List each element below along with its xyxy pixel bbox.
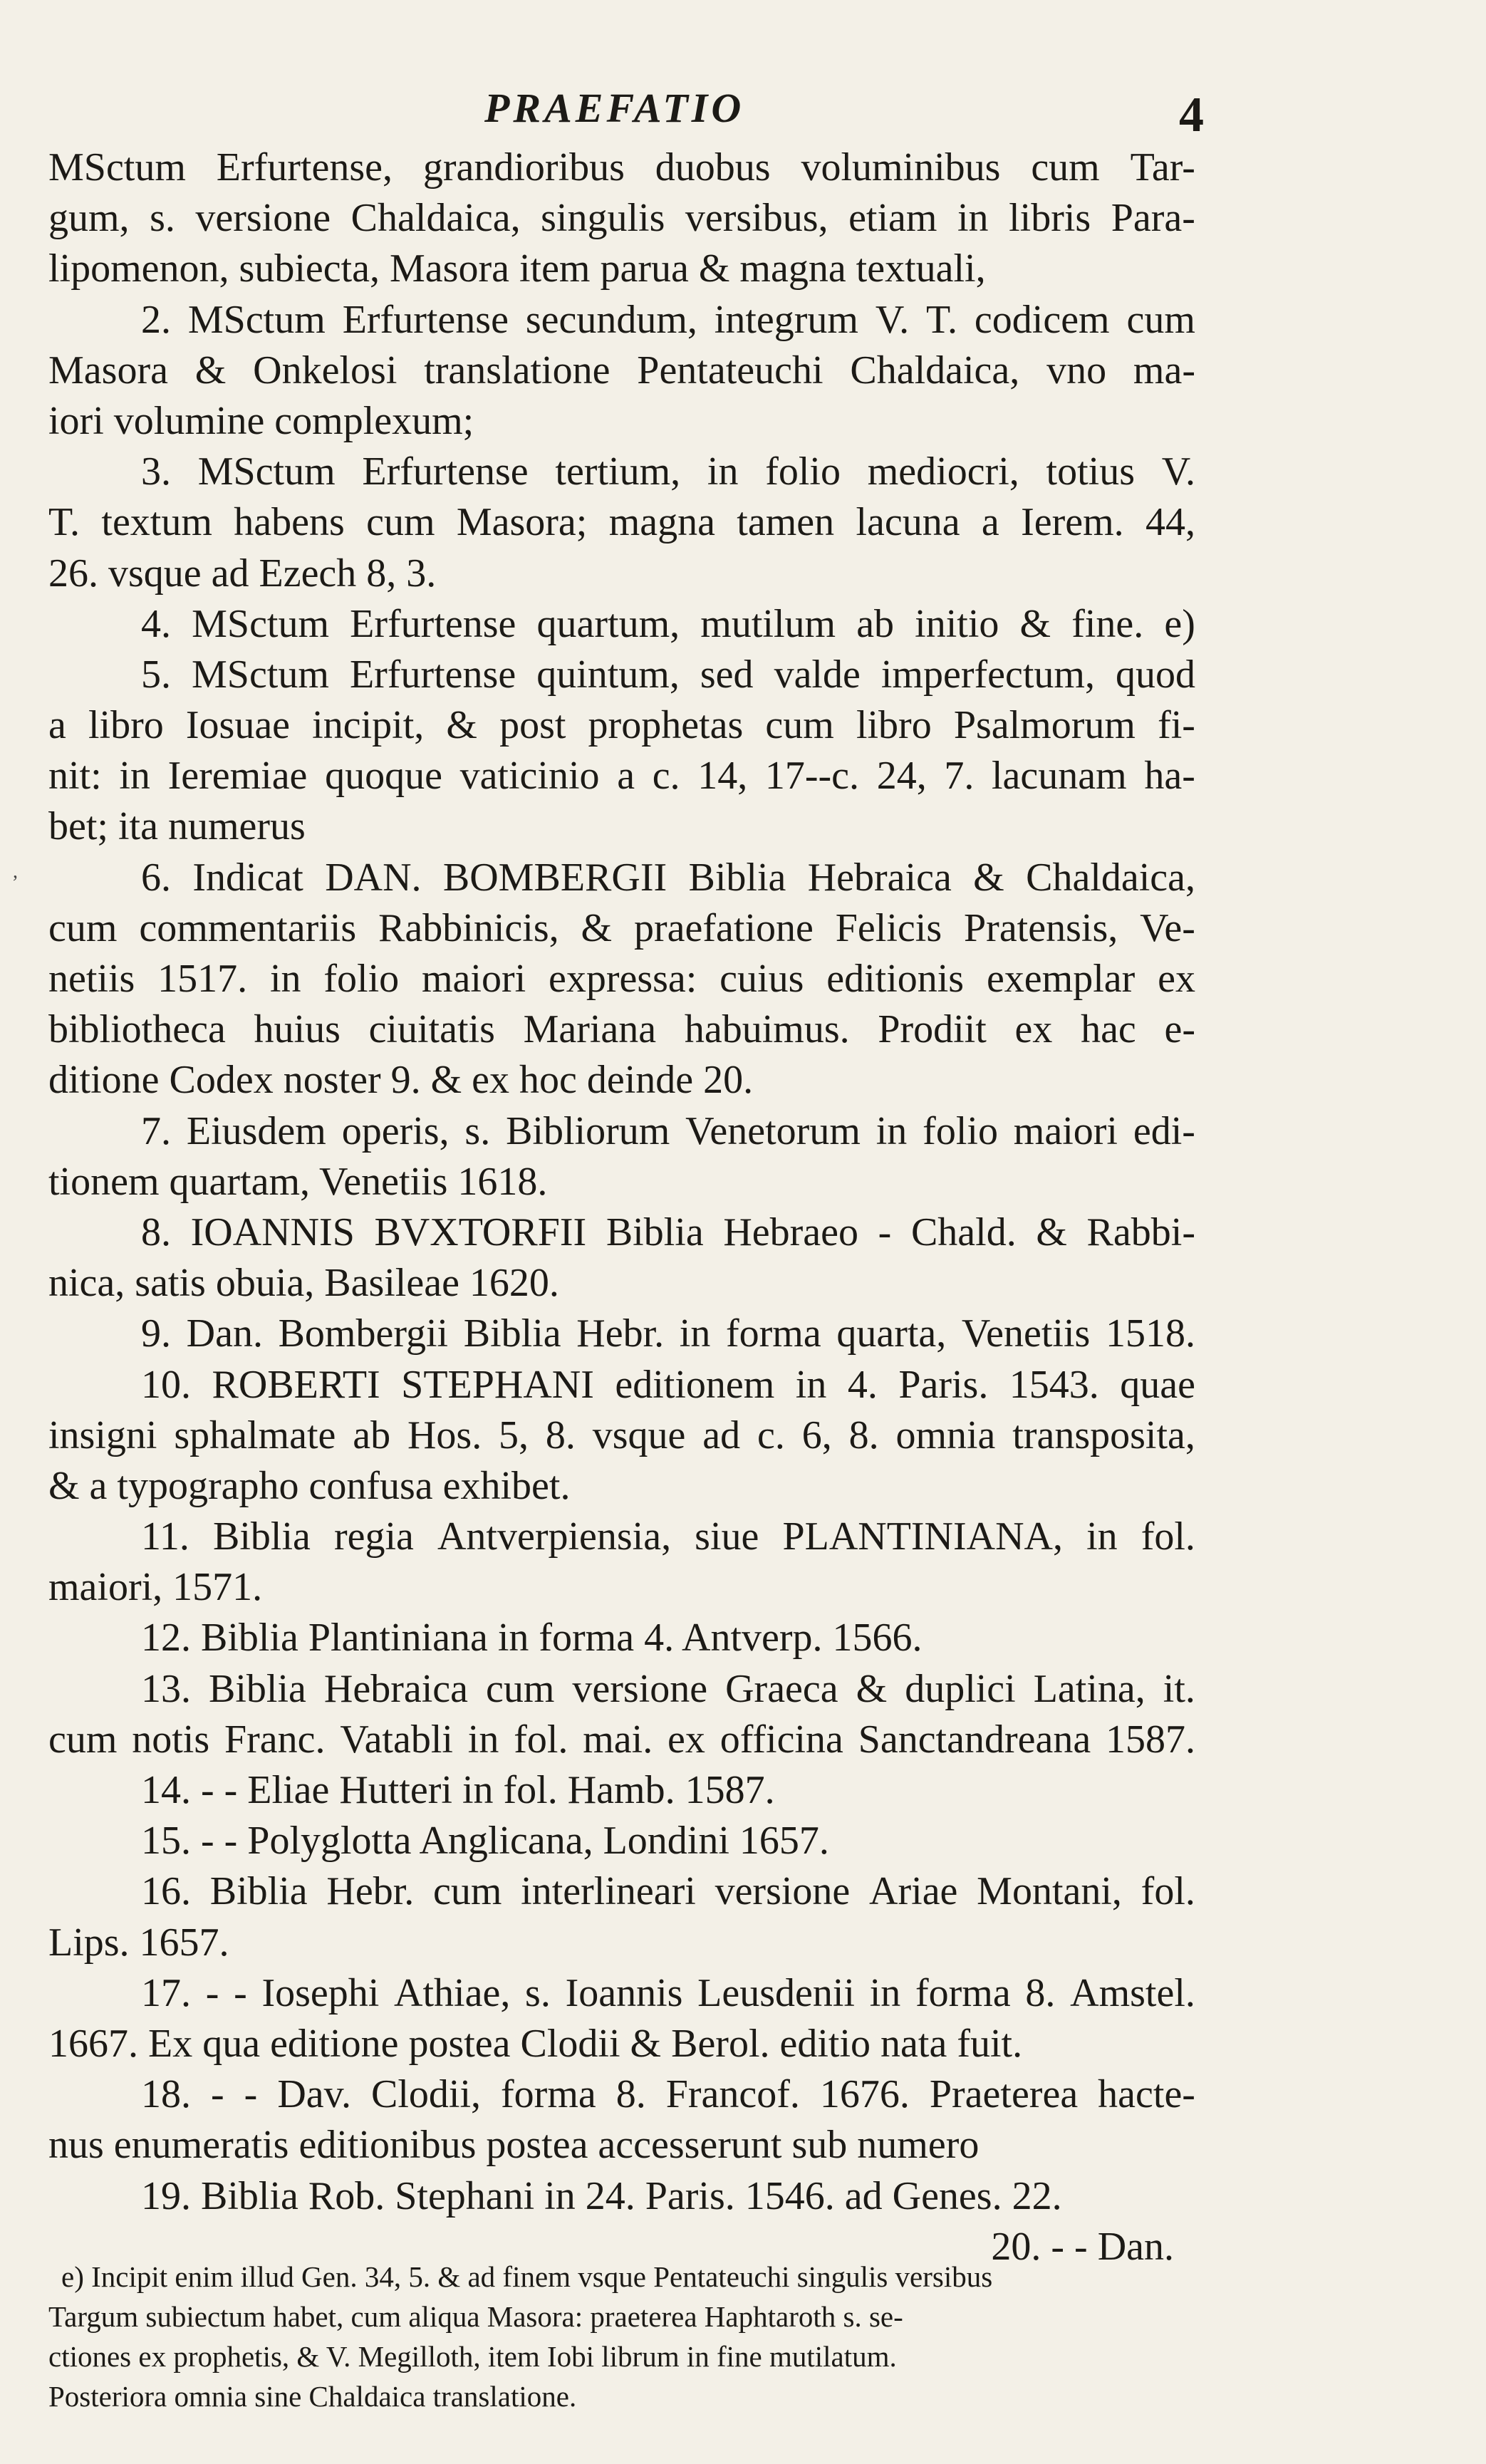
running-title: PRAEFATIO bbox=[484, 85, 745, 131]
text-line bbox=[48, 1360, 1195, 1410]
text-line bbox=[48, 142, 1195, 193]
word: habuimus. bbox=[684, 1007, 850, 1052]
word: Rabbinicis, bbox=[378, 905, 559, 950]
word: editionem bbox=[615, 1362, 775, 1407]
word: Para- bbox=[1111, 196, 1195, 241]
word: 18. bbox=[141, 2072, 191, 2117]
word: Hebraica bbox=[323, 1666, 468, 1711]
word: notis bbox=[132, 1717, 210, 1762]
word: bibliotheca bbox=[48, 1007, 226, 1052]
word: libris bbox=[1009, 196, 1091, 241]
word: cum bbox=[433, 1869, 502, 1914]
word: lacuna bbox=[856, 500, 960, 545]
word: totius bbox=[1046, 449, 1135, 494]
word: ex bbox=[667, 1717, 705, 1762]
word: ad bbox=[702, 1413, 741, 1457]
word: folio bbox=[923, 1108, 998, 1153]
word: forma bbox=[725, 1311, 821, 1356]
word: tertium, bbox=[555, 449, 681, 494]
text-line bbox=[48, 1004, 1195, 1055]
text-line: 26. vsque ad Ezech 8, 3. bbox=[48, 551, 437, 596]
word: Paris. bbox=[898, 1362, 989, 1407]
word: e) bbox=[1164, 601, 1195, 646]
text-line: tionem quartam, Venetiis 1618. bbox=[48, 1159, 548, 1204]
text-line bbox=[48, 903, 1195, 954]
text-line: 19. Biblia Rob. Stephani in 24. Paris. 1546. ad Genes. 22. bbox=[141, 2173, 1062, 2218]
word: 17--c. bbox=[764, 754, 860, 799]
word: ex bbox=[1014, 1007, 1053, 1052]
word: fol. bbox=[514, 1717, 568, 1762]
word: transposita, bbox=[1012, 1413, 1195, 1457]
word: mai. bbox=[583, 1717, 653, 1762]
word: ab bbox=[856, 601, 895, 646]
word: regia bbox=[333, 1514, 414, 1559]
word: cum bbox=[765, 703, 834, 748]
text-line bbox=[48, 650, 1195, 700]
word: a bbox=[981, 500, 999, 545]
word: incipit, bbox=[312, 703, 425, 748]
word: T. bbox=[925, 297, 958, 342]
word: fol. bbox=[1141, 1514, 1195, 1559]
word: ex bbox=[1158, 957, 1195, 1001]
word: Indicat bbox=[192, 855, 303, 900]
word: 5. bbox=[141, 652, 171, 697]
word: Clodii, bbox=[370, 2072, 482, 2117]
word: & bbox=[856, 1666, 888, 1711]
page-number: 4 bbox=[1179, 88, 1204, 142]
text-line bbox=[48, 193, 1195, 244]
word: ciuitatis bbox=[368, 1007, 495, 1052]
text-line: nica, satis obuia, Basileae 1620. bbox=[48, 1261, 559, 1306]
word: Chaldaica, bbox=[1026, 855, 1195, 900]
main-text bbox=[48, 142, 1195, 2272]
word: V. bbox=[1161, 449, 1195, 494]
word: fi- bbox=[1158, 703, 1195, 748]
word: 8. bbox=[141, 1210, 171, 1254]
word: integrum bbox=[714, 297, 858, 342]
word: 8. bbox=[545, 1413, 576, 1457]
word: T. bbox=[48, 500, 80, 545]
word: Franc. bbox=[224, 1717, 326, 1762]
text-line: ditione Codex noster 9. & ex hoc deinde 20. bbox=[48, 1058, 754, 1103]
word: siue bbox=[695, 1514, 759, 1559]
word: Chaldaica, bbox=[850, 348, 1020, 393]
word: Francof. bbox=[665, 2072, 800, 2117]
text-line bbox=[48, 345, 1195, 396]
margin-mark: , bbox=[13, 861, 18, 883]
word: e- bbox=[1164, 1007, 1195, 1052]
text-line bbox=[48, 751, 1195, 801]
word: versibus, bbox=[685, 196, 828, 241]
word: BOMBERGII bbox=[442, 855, 667, 900]
word: in bbox=[467, 1717, 499, 1762]
word: Iosuae bbox=[185, 703, 291, 748]
word: Biblia bbox=[463, 1311, 561, 1356]
word: Leusdenii bbox=[697, 1970, 855, 2015]
word: nit: bbox=[48, 754, 102, 799]
catchword-line: 20. - - Dan. bbox=[991, 2224, 1174, 2269]
text-line bbox=[48, 853, 1195, 903]
word: quoque bbox=[325, 754, 442, 799]
word: cum bbox=[366, 500, 435, 545]
word: s. bbox=[150, 196, 175, 241]
word: 24, bbox=[876, 754, 927, 799]
text-line: lipomenon, subiecta, Masora item parua & magna textuali, bbox=[48, 246, 986, 291]
word: folio bbox=[323, 957, 400, 1001]
text-line bbox=[48, 1512, 1195, 1562]
word: forma bbox=[915, 1970, 1011, 2015]
word: expressa: bbox=[548, 957, 697, 1001]
word: 1543. bbox=[1009, 1362, 1099, 1407]
word: netiis bbox=[48, 957, 135, 1001]
word: Graeca bbox=[725, 1666, 838, 1711]
word: - bbox=[234, 1970, 247, 2015]
word: libro bbox=[88, 703, 164, 748]
word: STEPHANI bbox=[401, 1362, 594, 1407]
word: quod bbox=[1115, 652, 1195, 697]
word: Dav. bbox=[277, 2072, 351, 2117]
text-line bbox=[48, 2069, 1195, 2120]
word: 5, bbox=[499, 1413, 529, 1457]
word: duplici bbox=[905, 1666, 1016, 1711]
word: BVXTORFII bbox=[374, 1210, 587, 1254]
word: in bbox=[679, 1311, 711, 1356]
word: & bbox=[581, 905, 613, 950]
word: ab bbox=[353, 1413, 391, 1457]
word: tamen bbox=[737, 500, 835, 545]
word: 10. bbox=[141, 1362, 191, 1407]
word: mediocri, bbox=[867, 449, 1019, 494]
word: Ierem. bbox=[1021, 500, 1124, 545]
word: huius bbox=[254, 1007, 341, 1052]
page-header bbox=[43, 84, 1204, 142]
word: 4. bbox=[141, 601, 171, 646]
word: V. bbox=[875, 297, 910, 342]
word: & bbox=[194, 348, 227, 393]
word: Erfurtense, bbox=[216, 145, 393, 189]
word: s. bbox=[464, 1108, 491, 1153]
word: Rabbi- bbox=[1086, 1210, 1195, 1254]
text-line bbox=[48, 1309, 1195, 1359]
word: quae bbox=[1120, 1362, 1195, 1407]
word: 8. bbox=[615, 2072, 646, 2117]
word: ma- bbox=[1133, 348, 1195, 393]
word: insigni bbox=[48, 1413, 157, 1457]
word: hacte- bbox=[1098, 2072, 1195, 2117]
word: cum bbox=[1031, 145, 1100, 189]
word: versione bbox=[195, 196, 331, 241]
word: vno bbox=[1046, 348, 1107, 393]
word: & bbox=[973, 855, 1004, 900]
word: cum bbox=[485, 1666, 555, 1711]
word: in bbox=[1086, 1514, 1118, 1559]
text-line bbox=[48, 1410, 1195, 1461]
word: Biblia bbox=[606, 1210, 704, 1254]
word: 11. bbox=[141, 1514, 189, 1559]
word: versione bbox=[572, 1666, 708, 1711]
text-line: 12. Biblia Plantiniana in forma 4. Antverp. 1566. bbox=[141, 1616, 923, 1660]
word: grandioribus bbox=[422, 145, 625, 189]
word: Prodiit bbox=[878, 1007, 987, 1052]
word: MSctum bbox=[187, 297, 326, 342]
word: post bbox=[499, 703, 566, 748]
word: hac bbox=[1081, 1007, 1136, 1052]
word: Antverpiensia, bbox=[437, 1514, 672, 1559]
text-line: 1667. Ex qua editione postea Clodii & Berol. editio nata fuit. bbox=[48, 2021, 1023, 2066]
word: Hebraica bbox=[807, 855, 952, 900]
word: Vatabli bbox=[340, 1717, 453, 1762]
word: textum bbox=[101, 500, 212, 545]
word: sphalmate bbox=[174, 1413, 336, 1457]
word: quintum, bbox=[536, 652, 680, 697]
word: singulis bbox=[541, 196, 665, 241]
word: Eiusdem bbox=[186, 1108, 326, 1153]
text-line: Lips. 1657. bbox=[48, 1920, 229, 1965]
word: a bbox=[48, 703, 66, 748]
word: Venetiis bbox=[961, 1311, 1091, 1356]
word: cum bbox=[1126, 297, 1195, 342]
text-line bbox=[48, 599, 1195, 650]
word: gum, bbox=[48, 196, 130, 241]
word: - bbox=[205, 1970, 219, 2015]
word: sed bbox=[700, 652, 754, 697]
word: quartum, bbox=[536, 601, 680, 646]
word: officina bbox=[719, 1717, 843, 1762]
word: Ieremiae bbox=[167, 754, 308, 799]
word: MSctum bbox=[192, 652, 329, 697]
word: Athiae, bbox=[394, 1970, 511, 2015]
word: Hebr. bbox=[576, 1311, 665, 1356]
word: operis, bbox=[341, 1108, 450, 1153]
word: translatione bbox=[424, 348, 610, 393]
word: maiori bbox=[1013, 1108, 1118, 1153]
word: habens bbox=[234, 500, 345, 545]
word: Biblia bbox=[209, 1666, 306, 1711]
word: Masora bbox=[48, 348, 168, 393]
word: vsque bbox=[592, 1413, 686, 1457]
word: PLANTINIANA, bbox=[782, 1514, 1063, 1559]
word: 16. bbox=[141, 1869, 191, 1914]
word: & bbox=[1036, 1210, 1067, 1254]
word: quarta, bbox=[836, 1311, 947, 1356]
word: in bbox=[119, 754, 150, 799]
word: omnia bbox=[895, 1413, 996, 1457]
text-line bbox=[48, 295, 1195, 345]
word: 4. bbox=[847, 1362, 878, 1407]
word: Hos. bbox=[407, 1413, 482, 1457]
word: Pentateuchi bbox=[637, 348, 823, 393]
word: imperfectum, bbox=[880, 652, 1095, 697]
word: MSctum bbox=[48, 145, 186, 189]
word: Biblia bbox=[213, 1514, 311, 1559]
word: editionis bbox=[826, 957, 965, 1001]
word: in bbox=[869, 1970, 901, 2015]
word: 13. bbox=[141, 1666, 191, 1711]
footnote-line: Posteriora omnia sine Chaldaica translatione. bbox=[48, 2380, 577, 2413]
word: MSctum bbox=[197, 449, 336, 494]
word: commentariis bbox=[139, 905, 357, 950]
word: c. bbox=[757, 1413, 785, 1457]
text-line: 14. - - Eliae Hutteri in fol. Hamb. 1587. bbox=[141, 1768, 775, 1812]
word: cum bbox=[48, 905, 118, 950]
word: ROBERTI bbox=[212, 1362, 380, 1407]
word: Onkelosi bbox=[253, 348, 398, 393]
word: in bbox=[707, 449, 739, 494]
word: maiori bbox=[421, 957, 526, 1001]
text-line: iori volumine complexum; bbox=[48, 398, 474, 443]
word: fine. bbox=[1071, 601, 1144, 646]
word: 14, bbox=[697, 754, 748, 799]
word: codicem bbox=[974, 297, 1110, 342]
word: libro bbox=[856, 703, 932, 748]
word: 8. bbox=[848, 1413, 879, 1457]
text-line bbox=[48, 954, 1195, 1004]
word: - bbox=[878, 1210, 892, 1254]
word: 3. bbox=[141, 449, 171, 494]
word: magna bbox=[608, 500, 715, 545]
word: in bbox=[795, 1362, 827, 1407]
word: Erfurtense bbox=[362, 449, 529, 494]
word: & bbox=[1019, 601, 1051, 646]
word: Erfurtense bbox=[350, 601, 516, 646]
footnote-line: Targum subiectum habet, cum aliqua Masora: praeterea Haphtaroth s. se- bbox=[48, 2300, 903, 2333]
word: Biblia bbox=[688, 855, 786, 900]
footnote-line: ctiones ex prophetis, & V. Megilloth, item Iobi librum in fine mutilatum. bbox=[48, 2340, 897, 2373]
word: Hebr. bbox=[326, 1869, 415, 1914]
word: 1587. bbox=[1106, 1717, 1195, 1762]
footnote-line: e) Incipit enim illud Gen. 34, 5. & ad finem vsque Pentateuchi singulis versibus bbox=[61, 2260, 993, 2293]
text-line bbox=[48, 1106, 1195, 1157]
text-line: nus enumeratis editionibus postea accesserunt sub numero bbox=[48, 2123, 980, 2168]
word: 2. bbox=[141, 297, 171, 342]
word: Felicis bbox=[835, 905, 942, 950]
word: IOANNIS bbox=[190, 1210, 355, 1254]
word: & bbox=[446, 703, 477, 748]
word: voluminibus bbox=[801, 145, 1001, 189]
word: in bbox=[957, 196, 989, 241]
word: Dan. bbox=[186, 1311, 263, 1356]
word: 1676. bbox=[819, 2072, 910, 2117]
word: praefatione bbox=[634, 905, 814, 950]
word: Iosephi bbox=[261, 1970, 380, 2015]
text-line bbox=[48, 1968, 1195, 2019]
word: Masora; bbox=[456, 500, 588, 545]
word: Chaldaica, bbox=[350, 196, 521, 241]
word: DAN. bbox=[325, 855, 422, 900]
footnotes bbox=[48, 2257, 1199, 2416]
word: Ve- bbox=[1140, 905, 1195, 950]
word: exemplar bbox=[986, 957, 1136, 1001]
word: 9. bbox=[141, 1311, 171, 1356]
word: cuius bbox=[719, 957, 804, 1001]
word: Chald. bbox=[910, 1210, 1017, 1254]
word: Erfurtense bbox=[342, 297, 509, 342]
word: prophetas bbox=[588, 703, 744, 748]
word: Biblia bbox=[209, 1869, 308, 1914]
text-line bbox=[48, 1207, 1195, 1258]
word: - bbox=[244, 2072, 258, 2117]
word: 6, bbox=[801, 1413, 832, 1457]
word: 6. bbox=[141, 855, 171, 900]
text-line bbox=[48, 447, 1195, 497]
word: folio bbox=[765, 449, 841, 494]
word: Ariae bbox=[869, 1869, 958, 1914]
word: in bbox=[269, 957, 301, 1001]
word: Bombergii bbox=[278, 1311, 449, 1356]
word: ha- bbox=[1144, 754, 1195, 799]
word: edi- bbox=[1133, 1108, 1195, 1153]
text-line: maiori, 1571. bbox=[48, 1565, 263, 1610]
word: Erfurtense bbox=[349, 652, 516, 697]
word: Praeterea bbox=[929, 2072, 1079, 2117]
word: cum bbox=[48, 1717, 118, 1762]
word: 17. bbox=[141, 1970, 191, 2015]
word: Venetorum bbox=[685, 1108, 861, 1153]
word: etiam bbox=[848, 196, 937, 241]
text-line bbox=[48, 1866, 1195, 1917]
word: it. bbox=[1163, 1666, 1195, 1711]
text-line: 15. - - Polyglotta Anglicana, Londini 1657. bbox=[141, 1819, 829, 1863]
text-line bbox=[48, 700, 1195, 751]
word: initio bbox=[915, 601, 999, 646]
word: 7. bbox=[944, 754, 975, 799]
text-line: & a typographo confusa exhibet. bbox=[48, 1463, 571, 1508]
word: Latina, bbox=[1033, 1666, 1145, 1711]
word: Psalmorum bbox=[953, 703, 1136, 748]
word: 7. bbox=[141, 1108, 171, 1153]
word: interlineari bbox=[521, 1869, 696, 1914]
word: MSctum bbox=[192, 601, 330, 646]
word: mutilum bbox=[700, 601, 836, 646]
word: secundum, bbox=[525, 297, 697, 342]
word: Mariana bbox=[523, 1007, 657, 1052]
text-line bbox=[48, 497, 1195, 548]
word: fol. bbox=[1141, 1869, 1195, 1914]
word: s. bbox=[525, 1970, 551, 2015]
word: c. bbox=[652, 754, 680, 799]
word: 44, bbox=[1145, 500, 1195, 545]
text-line bbox=[48, 1664, 1195, 1715]
word: 1517. bbox=[157, 957, 248, 1001]
word: Tar- bbox=[1130, 145, 1195, 189]
word: valde bbox=[774, 652, 861, 697]
word: - bbox=[211, 2072, 224, 2117]
word: Amstel. bbox=[1070, 1970, 1195, 2015]
word: forma bbox=[501, 2072, 596, 2117]
word: Bibliorum bbox=[506, 1108, 670, 1153]
word: Montani, bbox=[977, 1869, 1122, 1914]
word: vaticinio bbox=[459, 754, 600, 799]
word: duobus bbox=[655, 145, 771, 189]
word: Pratensis, bbox=[964, 905, 1118, 950]
word: lacunam bbox=[992, 754, 1127, 799]
word: 8. bbox=[1025, 1970, 1056, 2015]
text-line: bet; ita numerus bbox=[48, 804, 306, 849]
word: a bbox=[617, 754, 635, 799]
text-line bbox=[48, 1715, 1195, 1765]
word: Hebraeo bbox=[723, 1210, 858, 1254]
word: 1518. bbox=[1105, 1311, 1195, 1356]
word: Ioannis bbox=[565, 1970, 683, 2015]
word: versione bbox=[715, 1869, 851, 1914]
word: in bbox=[876, 1108, 908, 1153]
word: Sanctandreana bbox=[858, 1717, 1091, 1762]
